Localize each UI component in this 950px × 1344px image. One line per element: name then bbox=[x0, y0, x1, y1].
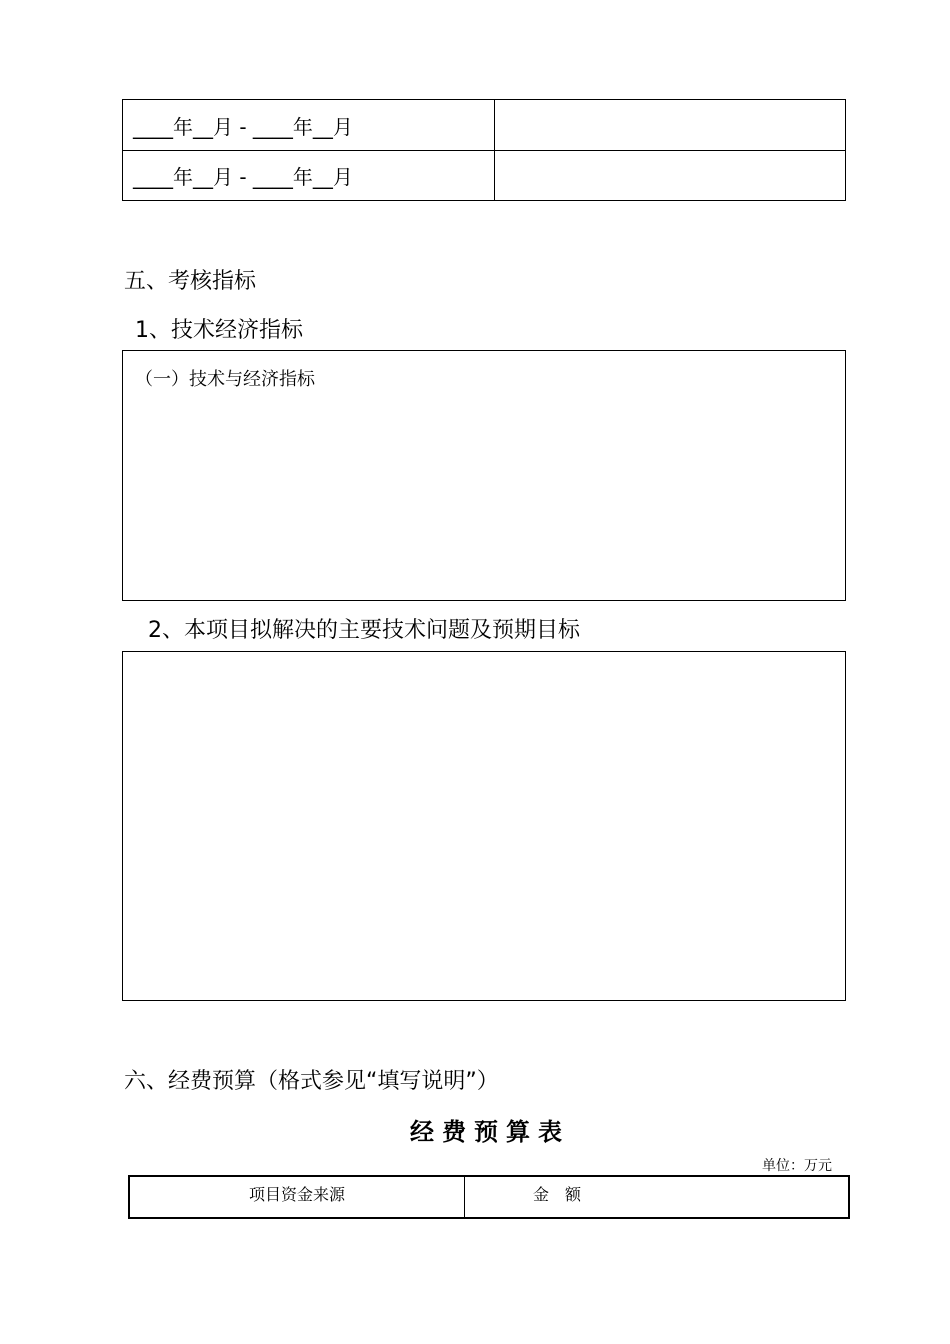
subsection-heading: 1、技术经济指标 bbox=[135, 318, 303, 343]
technical-goals-box[interactable] bbox=[122, 651, 846, 1001]
period-cell: ____年__月 - ____年__月 bbox=[123, 100, 495, 151]
section-heading: 五、考核指标 bbox=[124, 269, 257, 294]
content-cell[interactable] bbox=[495, 100, 846, 151]
schedule-table bbox=[122, 99, 846, 201]
box-label: （一）技术与经济指标 bbox=[135, 369, 315, 390]
section-heading: 六、经费预算（格式参见“填写说明”） bbox=[124, 1069, 499, 1094]
content-cell[interactable] bbox=[495, 151, 846, 201]
column-header-amount: 金 额 bbox=[465, 1176, 850, 1218]
table-row bbox=[123, 100, 846, 151]
table-row bbox=[123, 151, 846, 201]
subsection-heading: 2、本项目拟解决的主要技术问题及预期目标 bbox=[148, 618, 580, 643]
period-cell: ____年__月 - ____年__月 bbox=[123, 151, 495, 201]
table-header-row bbox=[129, 1176, 849, 1218]
column-header-funding-source: 项目资金来源 bbox=[129, 1176, 465, 1218]
budget-table bbox=[128, 1175, 850, 1219]
unit-label: 单位：万元 bbox=[762, 1158, 832, 1174]
budget-table-title: 经费预算表 bbox=[410, 1118, 570, 1146]
technical-indicators-box[interactable] bbox=[122, 350, 846, 601]
